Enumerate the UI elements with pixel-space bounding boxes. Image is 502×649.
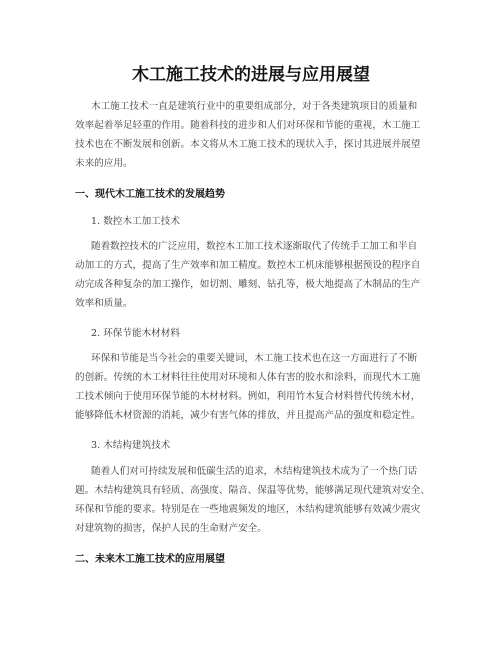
section-heading: 二、未来木工施工技术的应用展望 [75,554,225,565]
paragraph-line: 的创新。传统的木工材料往往使用对环境和人体有害的胶水和涂料，而现代木工施 [75,372,421,383]
paragraph-line: 随着人们对可持续发展和低碳生活的追求，木结构建筑技术成为了一个热门话 [91,466,418,477]
paragraph-line: 动完成各种复杂的加工操作，如切割、雕刻、钻孔等，极大地提高了木制品的生产 [75,279,421,290]
paragraph-line: 对建筑物的损害，保护人民的生命财产安全。 [75,523,267,534]
paragraph-line: 环保和节能的要求。特别是在一些地震频发的地区，木结构建筑能够有效减少震灾 [75,504,421,515]
intro-line: 效率起着举足轻重的作用。随着科技的进步和人们对环保和节能的重视，木工施工 [75,120,421,131]
paragraph-line: 效率和质量。 [75,298,133,309]
intro-line: 未来的应用。 [75,158,133,169]
section-heading: 一、现代木工施工技术的发展趋势 [75,189,225,200]
paragraph-line: 随着数控技术的广泛应用，数控木工加工技术逐渐取代了传统手工加工和半自 [91,241,418,252]
paragraph-line: 动加工的方式，提高了生产效率和加工精度。数控木工机床能够根据预设的程序自 [75,260,421,271]
paragraph-line: 环保和节能是当今社会的重要关键词，木工施工技术也在这一方面进行了不断 [91,353,418,364]
intro-line: 技术也在不断发展和创新。本文将从木工施工技术的现状入手，探讨其进展并展望 [75,139,421,150]
paragraph-line: 工技术倾向于使用环保节能的木材材料。例如，利用竹木复合材料替代传统木材， [75,391,421,402]
subsection-title: 1. 数控木工加工技术 [91,216,180,227]
paragraph-line: 题。木结构建筑具有轻质、高强度、隔音、保温等优势，能够满足现代建筑对安全、 [75,485,430,496]
subsection-title: 2. 环保节能木材材料 [91,328,180,339]
document-title: 木工施工技术的进展与应用展望 [132,65,370,85]
intro-line: 木工施工技术一直是建筑行业中的重要组成部分，对于各类建筑项目的质量和 [91,101,418,112]
subsection-title: 3. 木结构建筑技术 [91,440,171,451]
paragraph-line: 能够降低木材资源的消耗，减少有害气体的排放，并且提高产品的强度和稳定性。 [75,410,421,421]
